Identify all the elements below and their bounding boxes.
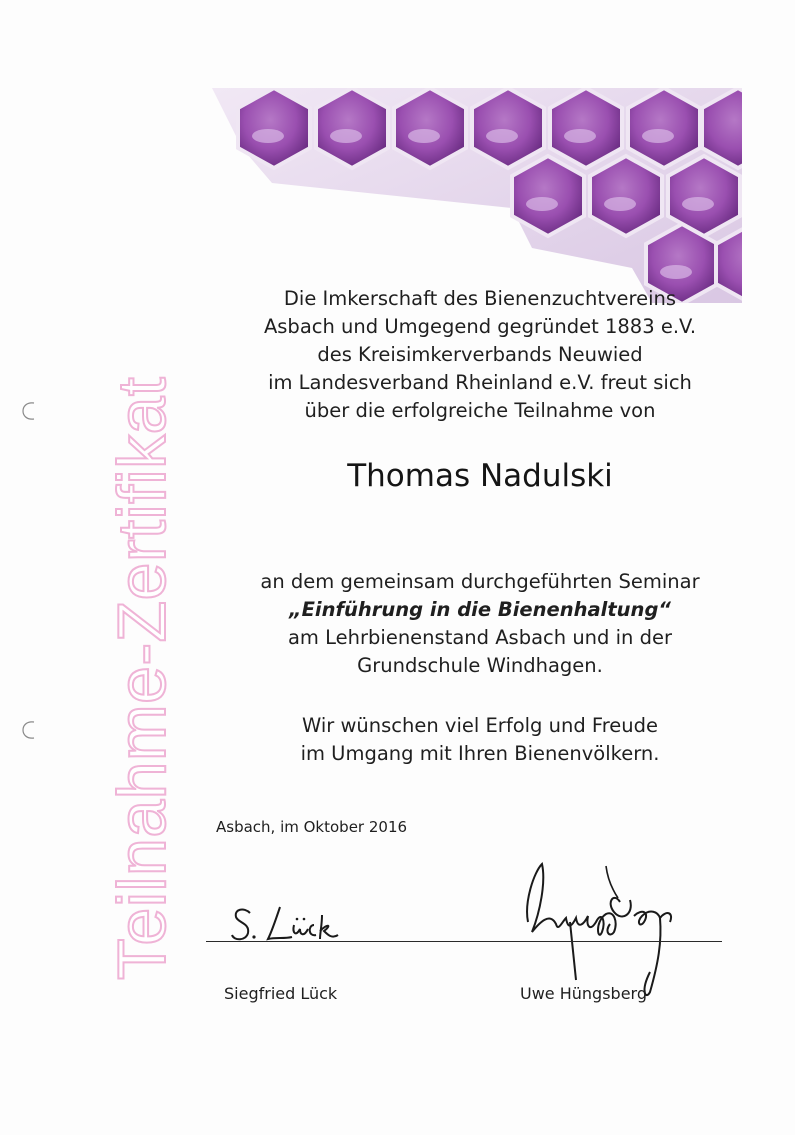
course-line: am Lehrbienenstand Asbach und in der bbox=[287, 626, 672, 649]
wishes-text bbox=[220, 712, 740, 768]
wish-line: im Umgang mit Ihren Bienenvölkern. bbox=[300, 742, 660, 765]
course-title: „Einführung in die Bienenhaltung“ bbox=[289, 598, 671, 621]
course-text bbox=[220, 568, 740, 680]
intro-line: des Kreisimkerverbands Neuwied bbox=[317, 343, 643, 366]
course-line: an dem gemeinsam durchgeführten Seminar bbox=[260, 570, 700, 593]
intro-line: Asbach und Umgegend gegründet 1883 e.V. bbox=[263, 315, 697, 338]
intro-line: Die Imkerschaft des Bienenzuchtvereins bbox=[283, 287, 677, 310]
punch-hole-bottom-icon bbox=[21, 720, 37, 740]
signature-left bbox=[228, 895, 358, 955]
wish-line: Wir wünschen viel Erfolg und Freude bbox=[301, 714, 659, 737]
intro-text bbox=[220, 285, 740, 425]
intro-line: über die erfolgreiche Teilnahme von bbox=[304, 399, 656, 422]
vertical-certificate-title: Teilnahme-Zertifikat bbox=[104, 376, 180, 980]
honeycomb-cell bbox=[394, 88, 466, 168]
honeycomb-cell bbox=[316, 88, 388, 168]
honeycomb-cell bbox=[590, 156, 662, 236]
honeycomb-cell bbox=[238, 88, 310, 168]
signature-line bbox=[206, 941, 722, 942]
signature-right bbox=[510, 852, 690, 1002]
place-date: Asbach, im Oktober 2016 bbox=[216, 818, 408, 836]
honeycomb-cell bbox=[512, 156, 584, 236]
signer-name-left: Siegfried Lück bbox=[224, 984, 338, 1003]
intro-line: im Landesverband Rheinland e.V. freut sich bbox=[268, 371, 692, 394]
honeycomb-decoration bbox=[212, 88, 742, 303]
honeycomb-cell bbox=[550, 88, 622, 168]
signer-name-right: Uwe Hüngsberg bbox=[520, 984, 647, 1003]
punch-hole-top-icon bbox=[21, 401, 37, 421]
course-line: Grundschule Windhagen. bbox=[357, 654, 603, 677]
honeycomb-cell bbox=[628, 88, 700, 168]
recipient-name: Thomas Nadulski bbox=[347, 458, 613, 494]
honeycomb-cell bbox=[472, 88, 544, 168]
